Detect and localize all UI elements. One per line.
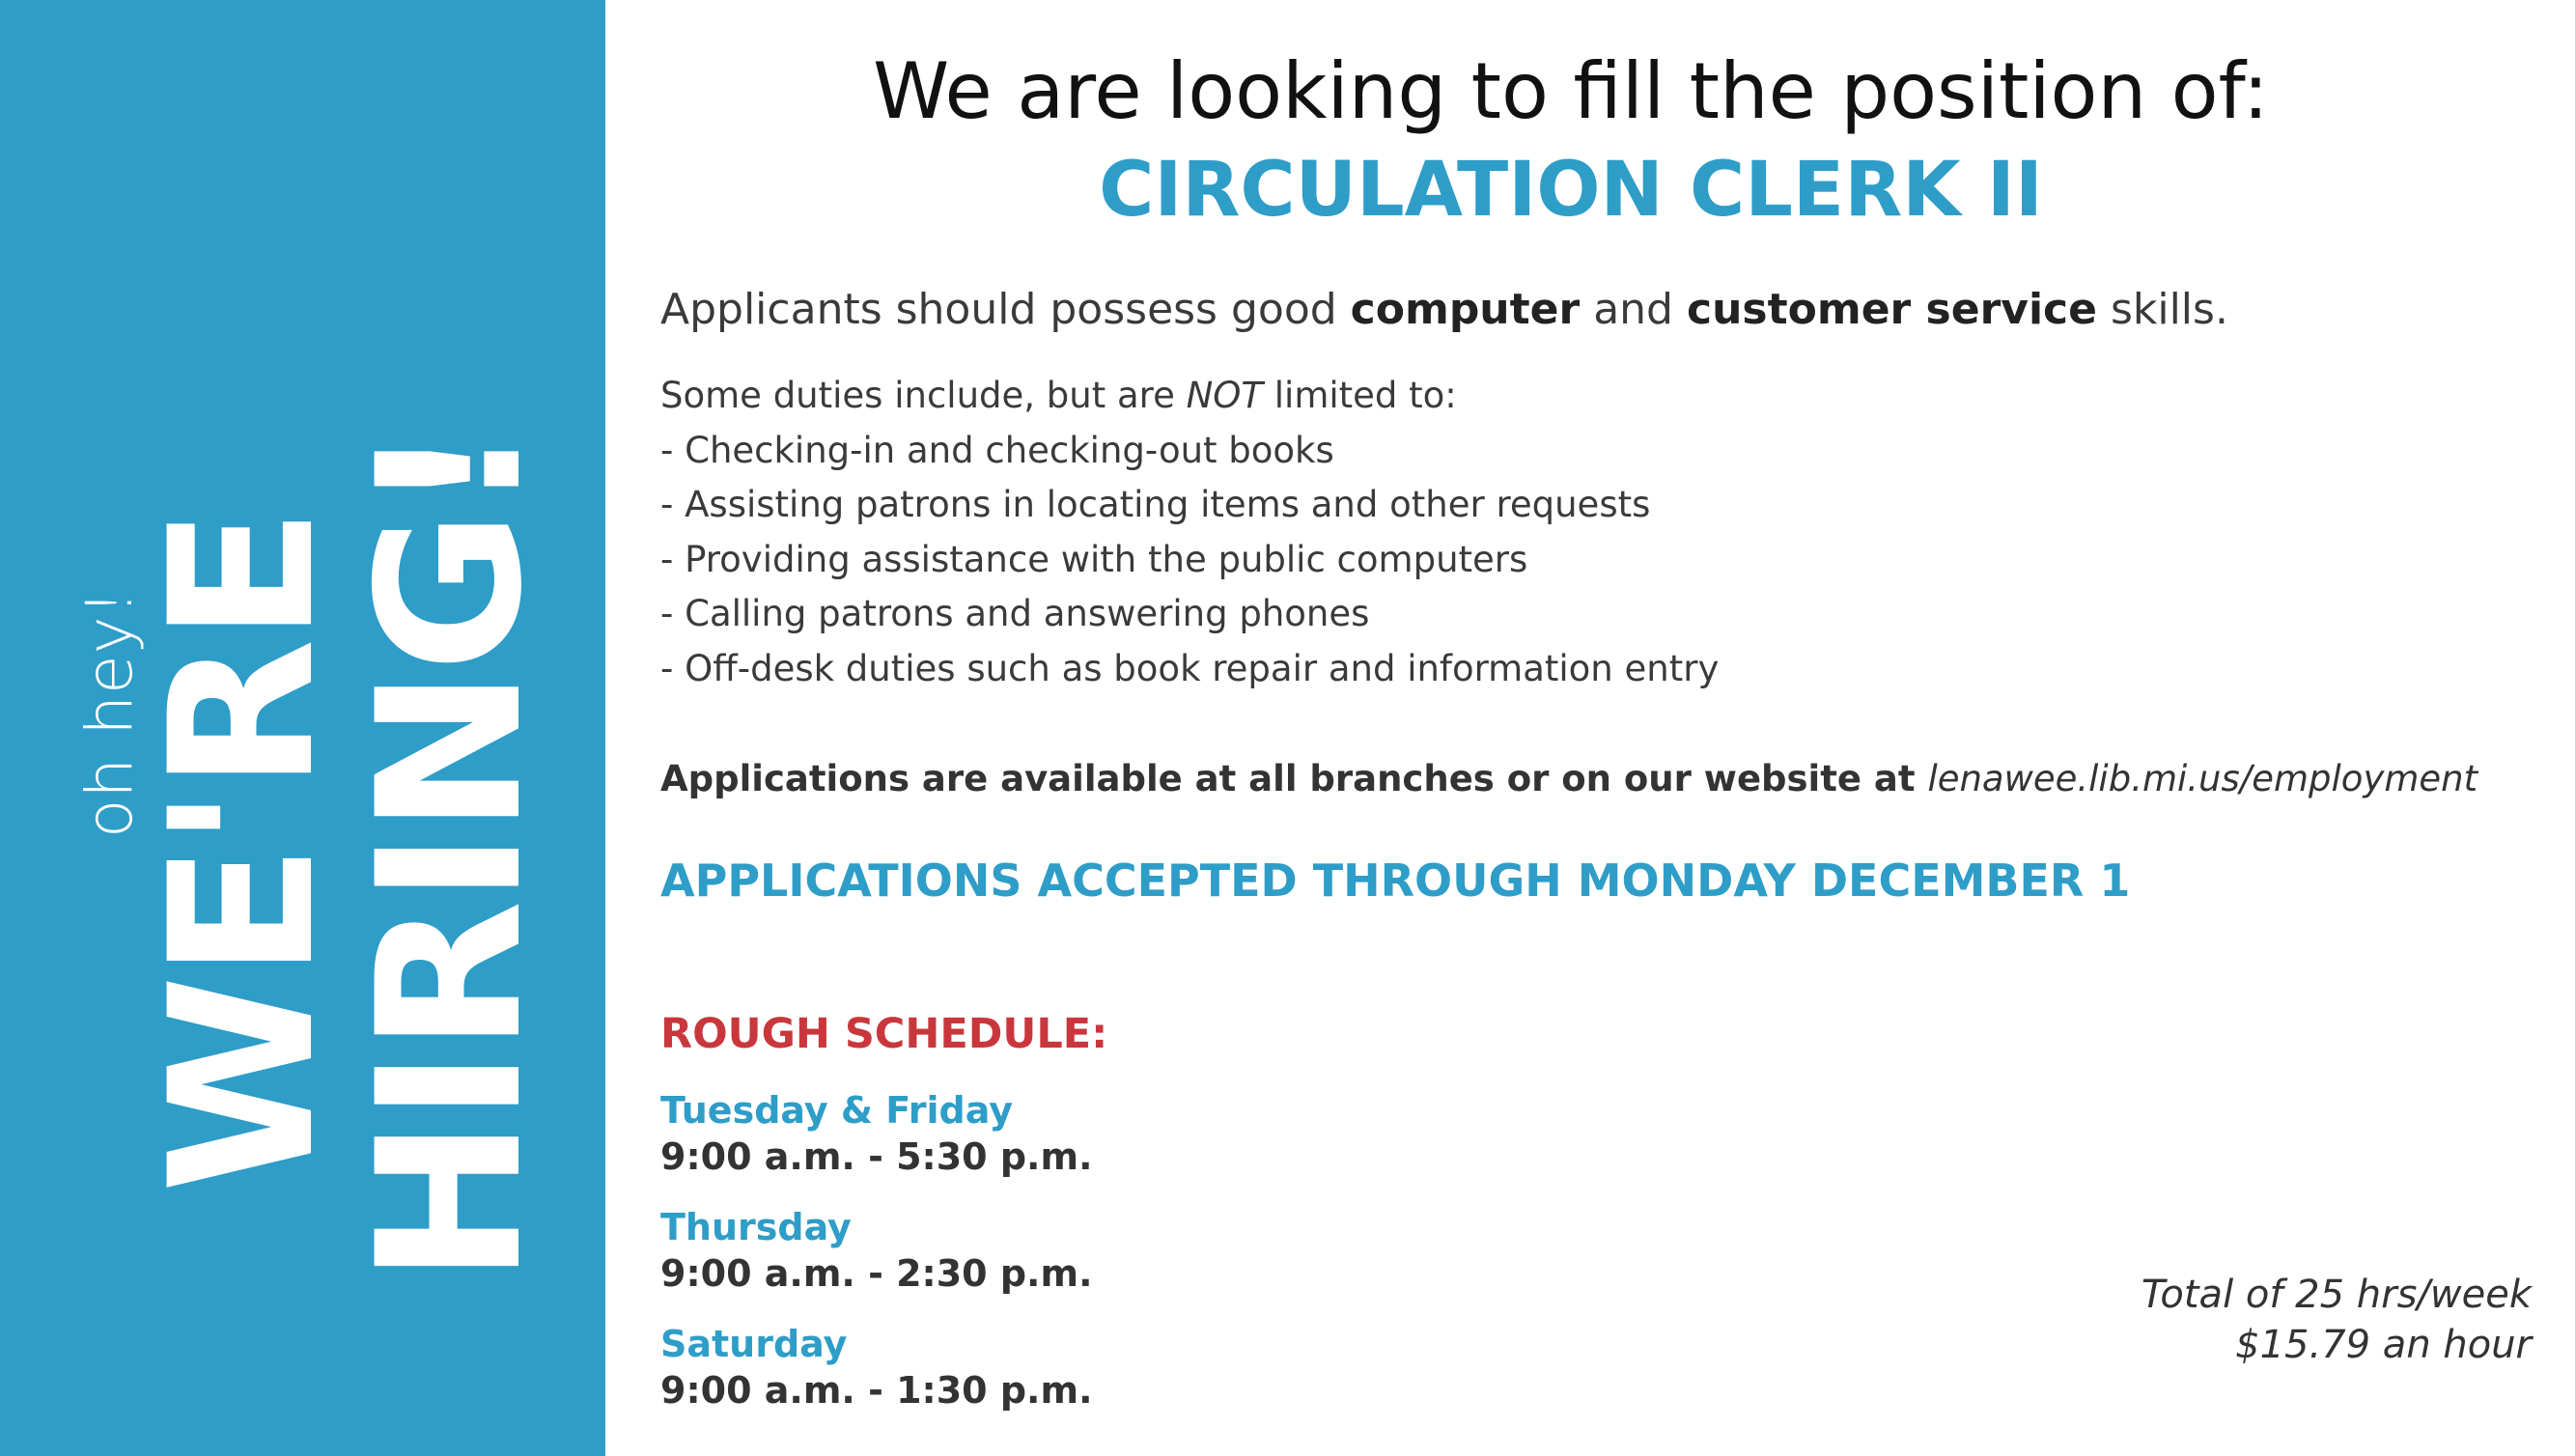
duty-item: - Checking-in and checking-out books (660, 429, 1334, 471)
hourly-pay: $15.79 an hour (2235, 1323, 2532, 1367)
duty-item: - Providing assistance with the public computers (660, 538, 1528, 580)
hours-pay-summary (2141, 1270, 2532, 1370)
duty-item: - Calling patrons and answering phones (660, 593, 1370, 634)
application-deadline: APPLICATIONS ACCEPTED THROUGH MONDAY DECEMBER 1 (660, 854, 2131, 907)
duties-intro-suffix: limited to: (1263, 375, 1457, 416)
skills-and: and (1580, 285, 1687, 334)
duties-intro-emphasis: NOT (1186, 375, 1263, 416)
duties-list (660, 369, 1719, 696)
rotated-headline-group (0, 0, 605, 1456)
tagline: oh hey! (72, 588, 147, 838)
schedule-day: Tuesday & Friday (660, 1089, 1013, 1132)
skill-customer-service: customer service (1686, 285, 2097, 334)
hiring-sidebar (0, 0, 605, 1456)
total-hours: Total of 25 hrs/week (2141, 1273, 2532, 1317)
skill-computer: computer (1350, 285, 1581, 334)
schedule-time: 9:00 a.m. - 1:30 p.m. (660, 1369, 1093, 1412)
skills-statement (660, 285, 2228, 334)
skills-suffix: skills. (2096, 285, 2228, 334)
job-posting (605, 0, 2575, 1456)
duties-intro (660, 369, 1719, 424)
applications-info (660, 758, 2477, 799)
schedule-title: ROUGH SCHEDULE: (660, 1010, 1108, 1058)
intro-heading: We are looking to fill the position of: (873, 46, 2269, 136)
duties-intro-prefix: Some duties include, but are (660, 375, 1187, 416)
employment-url: lenawee.lib.mi.us/employment (1927, 758, 2478, 799)
schedule-day: Saturday (660, 1323, 848, 1365)
duty-item: - Assisting patrons in locating items and other requests (660, 484, 1651, 525)
position-title: CIRCULATION CLERK II (1099, 147, 2043, 234)
schedule-day: Thursday (660, 1206, 852, 1248)
duty-item: - Off-desk duties such as book repair and information entry (660, 647, 1720, 689)
headline-line-2: HIRING! (336, 427, 566, 1284)
skills-prefix: Applicants should possess good (660, 285, 1351, 334)
schedule-time: 9:00 a.m. - 2:30 p.m. (660, 1252, 1093, 1295)
headline-line-1: WE'RE (128, 511, 358, 1193)
schedule-time: 9:00 a.m. - 5:30 p.m. (660, 1135, 1093, 1178)
applications-text: Applications are available at all branches or on our website at (660, 758, 1928, 799)
